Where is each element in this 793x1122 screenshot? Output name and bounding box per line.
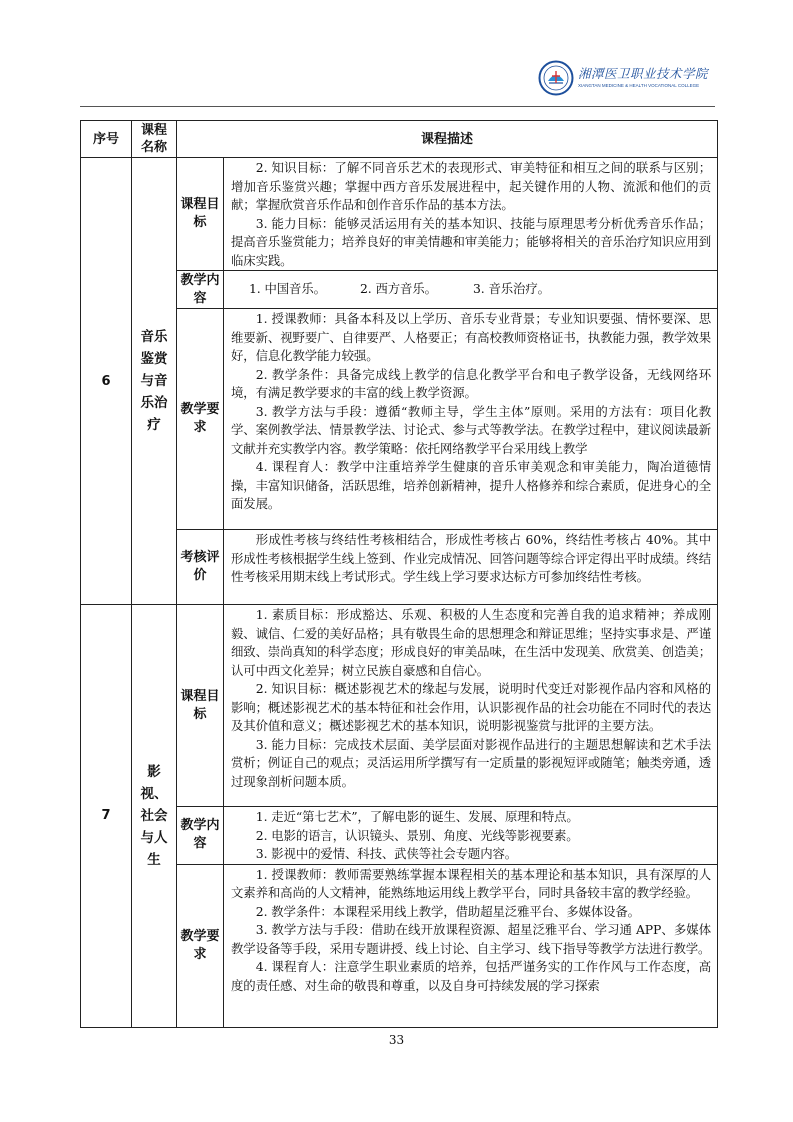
course7-content-row xyxy=(81,807,718,865)
course7-content-item: 3. 影视中的爱情、科技、武侠等社会专题内容。 xyxy=(255,846,518,861)
course6-req-item: 4. 课程育人：教学中注重培养学生健康的音乐审美观念和审美能力，陶冶道德情操，丰富知识储备，活跃思维，培养创新精神，提升人格修养和综合素质，促进身心的全面发展。 xyxy=(231,459,711,511)
course7-req-item: 3. 教学方法与手段：借助在线开放课程资源、超星泛雅平台、学习通 APP、多媒体教学设备等手段，采用专题讲授、线上讨论、自主学习、线下指导等教学方法进行教学。 xyxy=(231,922,711,956)
course7-goal-item: 3. 能力目标：完成技术层面、美学层面对影视作品进行的主题思想解读和艺术手法赏析；例证自己的观点；灵活运用所学撰写有一定质量的影视短评或随笔；触类旁通，透过现象剖析问题本质。 xyxy=(231,736,711,789)
course6-number: 6 xyxy=(81,158,132,605)
course6-req-item: 2. 教学条件：具备完成线上教学的信息化教学平台和电子教学设备，无线网络环境，有满足教学要求的丰富的线上教学资源。 xyxy=(231,366,711,400)
course7-content-item: 2. 电影的语言，认识镜头、景别、角度、光线等影视要素。 xyxy=(255,827,579,843)
course7-goal-item: 1. 素质目标：形成豁达、乐观、积极的人生态度和完善自我的追求精神；养成刚毅、诚信、仁爱的美好品格；具有敬畏生命的思想理念和辩证思维；坚持实事求是、严谨细致、崇尚真知的科学态度；形成良好的审美品味，在生活中发现美、欣赏美、创造美；认可中西文化差异；树立民族自豪感和自信心。 xyxy=(231,607,711,678)
course7-req-item: 4. 课程育人：注意学生职业素质的培养，包括严谨务实的工作作风与工作态度，高度的责任感、对生命的敬畏和尊重，以及自身可持续发展的学习探索 xyxy=(231,959,711,993)
course7-goal-row xyxy=(81,605,718,807)
course-table xyxy=(80,120,718,1028)
course6-content-item: 2. 西方音乐。 xyxy=(360,281,437,297)
course7-req-item: 1. 授课教师：教师需要熟练掌握本课程相关的基本理论和基本知识，具有深厚的人文素养和高尚的人文精神，能熟练地运用线上教学平台，同时具备较丰富的教学经验。 xyxy=(231,866,711,900)
course6-eval-label: 考核评价 xyxy=(177,530,224,605)
college-logo xyxy=(538,60,713,96)
course7-goal-label: 课程目标 xyxy=(177,605,224,807)
course7-content-label: 教学内容 xyxy=(177,807,224,865)
header-course-name: 课程名称 xyxy=(132,121,177,158)
course7-req-label: 教学要求 xyxy=(177,864,224,1027)
course7-req xyxy=(224,864,718,1027)
course6-req xyxy=(224,309,718,530)
course6-eval xyxy=(224,530,718,605)
course6-req-label: 教学要求 xyxy=(177,309,224,530)
header-no: 序号 xyxy=(81,121,132,158)
course6-eval-item: 形成性考核与终结性考核相结合，形成性考核占 60%，终结性考核占 40%。其中形成性考核根据学生线上签到、作业完成情况、回答问题等综合评定得出平时成绩。终结性考核采用期末线上考试形式。学生线上学习要求达标方可参加终结性考核。 xyxy=(231,532,711,584)
header-course-desc: 课程描述 xyxy=(177,121,718,158)
course6-req-item: 3. 教学方法与手段：遵循“教师主导，学生主体”原则。采用的方法有：项目化教学、案例教学法、情景教学法、讨论式、参与式等教学法。在教学过程中，建议阅读最新文献并充实教学内容。教学策略：依托网络教学平台采用线上教学 xyxy=(231,403,711,456)
course6-content-label: 教学内容 xyxy=(177,271,224,309)
header-divider xyxy=(80,106,715,107)
course7-content-item: 1. 走近“第七艺术”，了解电影的诞生、发展、原理和特点。 xyxy=(255,809,579,824)
course6-goal-label: 课程目标 xyxy=(177,158,224,271)
course7-number: 7 xyxy=(81,605,132,1028)
table-header-row xyxy=(81,121,718,158)
course6-eval-row xyxy=(81,530,718,605)
college-name-en: XIANGTAN MEDICINE & HEALTH VOCATIONAL COLLEGE xyxy=(578,82,700,88)
college-emblem-icon xyxy=(538,60,574,96)
course6-content-row xyxy=(81,271,718,309)
course6-goal-row xyxy=(81,158,718,271)
course7-goal-item: 2. 知识目标：概述影视艺术的缘起与发展，说明时代变迁对影视作品内容和风格的影响；概述影视艺术的基本特征和社会作用，认识影视作品的社会功能在不同时代的表达及其价值和意义；概述影视艺术的基本知识，说明影视鉴赏与批评的主要方法。 xyxy=(231,681,711,733)
course7-content xyxy=(224,807,718,865)
course6-goal-item: 3. 能力目标：能够灵活运用有关的基本知识、技能与原理思考分析优秀音乐作品；提高音乐鉴赏能力；培养良好的审美情趣和审美能力；能够将相关的音乐治疗知识应用到临床实践。 xyxy=(231,215,711,268)
course6-content-item: 1. 中国音乐。 xyxy=(249,281,326,297)
page-number: 33 xyxy=(388,1033,405,1047)
course6-req-row xyxy=(81,309,718,530)
course7-req-row xyxy=(81,864,718,1027)
course7-goal xyxy=(224,605,718,807)
course6-goal xyxy=(224,158,718,271)
course6-content xyxy=(224,271,718,309)
course6-name: 音乐鉴赏与音乐治疗 xyxy=(132,158,177,605)
course6-content-item: 3. 音乐治疗。 xyxy=(473,281,550,297)
course7-req-item: 2. 教学条件：本课程采用线上教学，借助超星泛雅平台、多媒体设备。 xyxy=(255,903,640,919)
course6-req-item: 1. 授课教师：具备本科及以上学历、音乐专业背景；专业知识要强、情怀要深、思维要新、视野要广、自律要严、人格要正；有高校教师资格证书，执教能力强，教学效果好，信息化教学能力较强。 xyxy=(231,311,711,363)
college-name-cn: 湘潭医卫职业技术学院 xyxy=(578,66,709,81)
course7-name: 影视、社会与人生 xyxy=(132,605,177,1028)
course6-goal-item: 2. 知识目标：了解不同音乐艺术的表现形式、审美特征和相互之间的联系与区别；增加音乐鉴赏兴趣；掌握中西方音乐发展进程中，起关键作用的人物、流派和他们的贡献；掌握欣赏音乐作品和创作音乐作品的基本方法。 xyxy=(231,160,711,212)
